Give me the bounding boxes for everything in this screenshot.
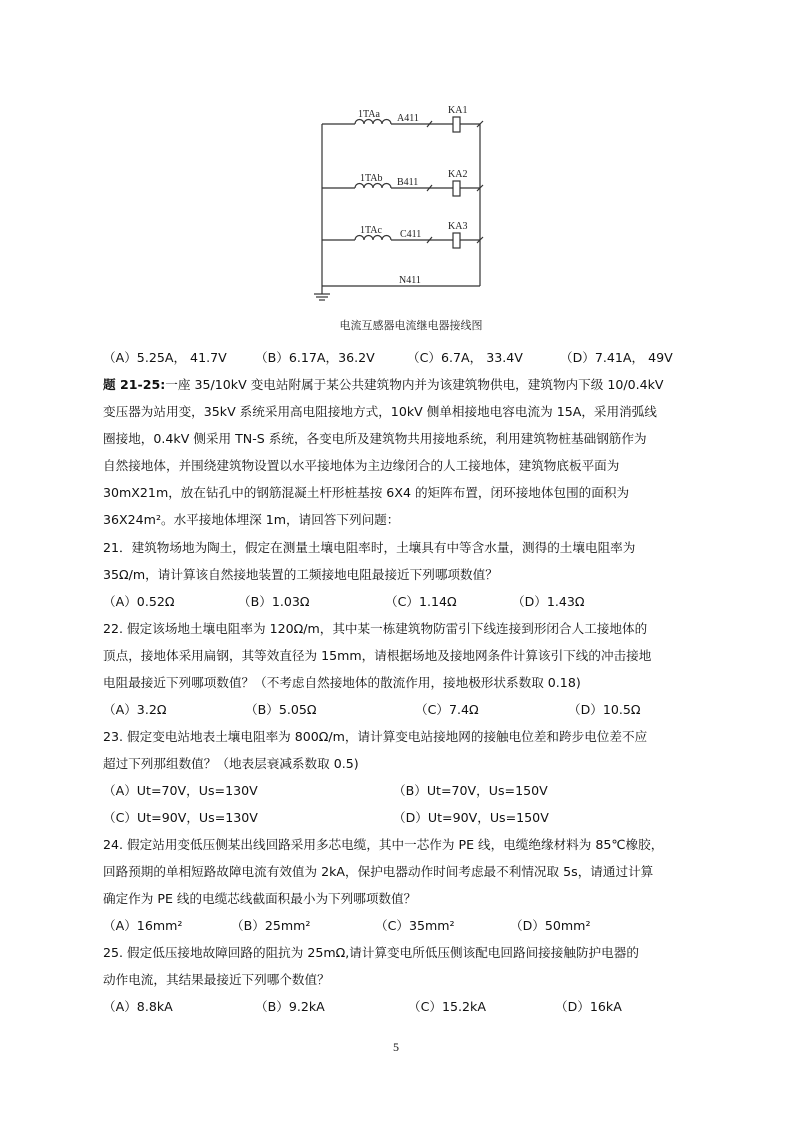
relay-label-1: KA1 <box>448 105 468 116</box>
q25-option-c: （C）15.2kA <box>408 999 486 1014</box>
relay-label-3: KA3 <box>448 221 468 232</box>
ct-label-b: 1TAb <box>360 173 383 184</box>
q24-option-d: （D）50mm² <box>510 918 591 933</box>
q21-option-b: （B）1.03Ω <box>238 594 310 609</box>
question-24-text: 确定作为 PE 线的电缆芯线截面积最小为下列哪项数值？ <box>103 891 417 906</box>
q22-option-d: （D）10.5Ω <box>568 702 641 717</box>
wire-label-a: A411 <box>397 113 419 124</box>
q25-option-a: （A）8.8kA <box>103 999 173 1014</box>
question-21-text: 21．建筑物场地为陶土，假定在测量土壤电阻率时，土壤具有中等含水量，测得的土壤电阻率为 <box>103 540 636 555</box>
wire-label-n: N411 <box>399 275 421 286</box>
question-25-text: 25. 假定低压接地故障回路的阻抗为 25mΩ,请计算变电所低压侧该配电回路间接接触防护电器的 <box>103 945 639 960</box>
q23-option-d: （D）Ut=90V，Us=150V <box>393 810 549 825</box>
section-heading: 题 21-25: <box>103 377 166 392</box>
question-25-text: 动作电流，其结果最接近下列哪个数值？ <box>103 972 330 987</box>
question-21-text: 35Ω/m，请计算该自然接地装置的工频接地电阻最接近下列哪项数值？ <box>103 567 498 582</box>
intro-line: 36X24m²。水平接地体埋深 1m，请回答下列问题： <box>103 512 400 527</box>
question-22-text: 22. 假定该场地土壤电阻率为 120Ω/m，其中某一栋建筑物防雷引下线连接到形闭合人工接地体的 <box>103 621 648 636</box>
question-23-text: 23. 假定变电站地表土壤电阻率为 800Ω/m，请计算变电站接地网的接触电位差和跨步电位差不应 <box>103 729 648 744</box>
question-24-text: 24. 假定站用变低压侧某出线回路采用多芯电缆，其中一芯作为 PE 线，电缆绝缘材料为 85℃橡胶， <box>103 837 664 852</box>
q23-option-a: （A）Ut=70V，Us=130V <box>103 783 258 798</box>
q21-option-d: （D）1.43Ω <box>512 594 585 609</box>
relay-label-2: KA2 <box>448 169 468 180</box>
prev-option-c: （C）6.7A， 33.4V <box>407 350 523 365</box>
ct-relay-wiring-diagram <box>0 0 794 340</box>
q24-option-c: （C）35mm² <box>375 918 455 933</box>
q25-option-d: （D）16kA <box>555 999 622 1014</box>
q22-option-c: （C）7.4Ω <box>415 702 479 717</box>
intro-line: 变压器为站用变，35kV 系统采用高电阻接地方式，10kV 侧单相接地电容电流为 15A，采用消弧线 <box>103 404 657 419</box>
page-number: 5 <box>393 1040 399 1054</box>
question-24-text: 回路预期的单相短路故障电流有效值为 2kA，保护电器动作时间考虑最不利情况取 5s，请通过计算 <box>103 864 654 879</box>
prev-option-a: （A）5.25A， 41.7V <box>103 350 227 365</box>
q22-option-a: （A）3.2Ω <box>103 702 167 717</box>
q24-option-b: （B）25mm² <box>231 918 311 933</box>
q21-option-a: （A）0.52Ω <box>103 594 175 609</box>
q25-option-b: （B）9.2kA <box>255 999 325 1014</box>
intro-line: 圈接地，0.4kV 侧采用 TN-S 系统，各变电所及建筑物共用接地系统，利用建筑物桩基础钢筋作为 <box>103 431 647 446</box>
ct-label-c: 1TAc <box>360 225 382 236</box>
q24-option-a: （A）16mm² <box>103 918 183 933</box>
prev-option-d: （D）7.41A， 49V <box>560 350 673 365</box>
question-22-text: 顶点，接地体采用扁钢，其等效直径为 15mm，请根据场地及接地网条件计算该引下线的冲击接地 <box>103 648 652 663</box>
question-23-text: 超过下列那组数值？（地表层衰减系数取 0.5) <box>103 756 359 771</box>
diagram-caption: 电流互感器电流继电器接线图 <box>339 319 483 332</box>
ct-label-a: 1TAa <box>358 109 380 120</box>
question-22-text: 电阻最接近下列哪项数值？（不考虑自然接地体的散流作用，接地极形状系数取 0.18) <box>103 675 581 690</box>
prev-option-b: （B）6.17A，36.2V <box>255 350 375 365</box>
q21-option-c: （C）1.14Ω <box>385 594 457 609</box>
intro-line: 30mX21m，放在钻孔中的钢筋混凝土杆形桩基按 6X4 的矩阵布置，闭环接地体包围的面积为 <box>103 485 630 500</box>
intro-line: 题 21-25:一座 35/10kV 变电站附属于某公共建筑物内并为该建筑物供电，建筑物内下级 10/0.4kV <box>103 377 664 392</box>
wire-label-b: B411 <box>397 177 419 188</box>
wire-label-c: C411 <box>400 229 422 240</box>
q22-option-b: （B）5.05Ω <box>245 702 317 717</box>
q23-option-b: （B）Ut=70V，Us=150V <box>393 783 548 798</box>
intro-line: 自然接地体，并围绕建筑物设置以水平接地体为主边缘闭合的人工接地体，建筑物底板平面为 <box>103 458 620 473</box>
q23-option-c: （C）Ut=90V，Us=130V <box>103 810 258 825</box>
